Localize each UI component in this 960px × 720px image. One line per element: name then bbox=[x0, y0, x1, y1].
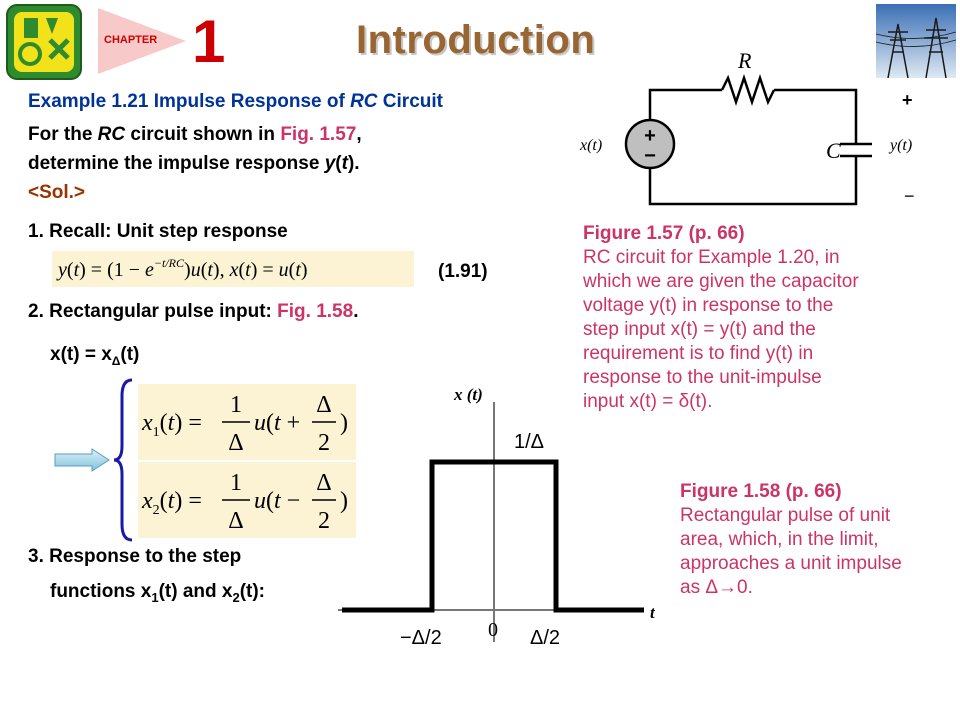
x1-equation bbox=[138, 384, 356, 460]
rc-circuit-svg bbox=[570, 44, 944, 220]
origin-label: 0 bbox=[488, 619, 498, 641]
right-edge-label: Δ/2 bbox=[530, 627, 561, 649]
problem-line-1: For the RC circuit shown in Fig. 1.57, bbox=[28, 124, 362, 145]
source-minus: − bbox=[644, 145, 656, 167]
svg-text:y(t) = (1 − e−t/RC)u(t), x(t: $y(t) = (1 - e^{-t/RC})u(t)$, x(t) = u(t) bbox=[58, 256, 308, 281]
svg-text:2: 2 bbox=[318, 508, 330, 534]
figure-1-57-line: input x(t) = δ(t). bbox=[583, 391, 713, 412]
pulse-plot-svg bbox=[338, 380, 668, 660]
x1-equation-graphic bbox=[138, 384, 356, 460]
x-axis-label: t bbox=[650, 603, 655, 622]
figure-1-58-caption bbox=[680, 480, 956, 600]
chapter-label: CHAPTER bbox=[104, 34, 158, 46]
svg-text:Δ: Δ bbox=[316, 392, 332, 418]
svg-text:2: 2 bbox=[318, 430, 330, 456]
svg-text:1: 1 bbox=[230, 392, 242, 418]
rc-circuit-diagram bbox=[570, 44, 944, 220]
step-response-equation-graphic bbox=[52, 251, 414, 287]
figure-1-58-line: Rectangular pulse of unit bbox=[680, 505, 891, 526]
problem-line-2: determine the impulse response y(t). bbox=[28, 153, 360, 174]
fig-1-57-link[interactable]: Fig. 1.57 bbox=[280, 124, 357, 145]
svg-text:Δ: Δ bbox=[316, 470, 332, 496]
step-3-line-1: 3. Response to the step bbox=[28, 546, 242, 567]
figure-1-57-line: voltage y(t) in response to the bbox=[583, 295, 834, 316]
svg-text:x2(t) =: $x_2(t)$ = bbox=[142, 488, 202, 518]
svg-text:Δ: Δ bbox=[228, 508, 244, 534]
y-axis-label: x (t) bbox=[454, 385, 483, 404]
curly-brace-icon bbox=[110, 378, 136, 542]
source-label: x(t) bbox=[580, 137, 603, 154]
figure-1-58-line: area, which, in the limit, bbox=[680, 529, 879, 550]
resistor-zigzag bbox=[722, 78, 774, 102]
figure-1-58-line: as Δ→0. bbox=[680, 577, 753, 598]
svg-text:1: 1 bbox=[230, 470, 242, 496]
source-plus: + bbox=[644, 125, 656, 147]
fig-1-58-link[interactable]: Fig. 1.58 bbox=[277, 301, 354, 322]
page-title: Introduction bbox=[356, 18, 596, 62]
capacitor-label: C bbox=[826, 138, 841, 163]
solution-label: <Sol.> bbox=[28, 182, 86, 203]
x2-equation bbox=[138, 462, 356, 538]
pulse-definition: $x(t) = x_\Delta(t)$ bbox=[50, 344, 140, 368]
step-3-line-2: functions $x_1(t)$ and $x_2(t)$: bbox=[50, 581, 266, 605]
figure-1-57-line: requirement is to find y(t) in bbox=[583, 343, 814, 364]
svg-text:): ) bbox=[340, 410, 348, 436]
resistor-label: R bbox=[738, 48, 752, 73]
wire-top-left bbox=[650, 90, 722, 120]
chapter-badge bbox=[96, 6, 188, 76]
university-logo bbox=[6, 4, 82, 80]
pointing-arrow bbox=[54, 448, 110, 472]
figure-1-57-line: which we are given the capacitor bbox=[583, 271, 859, 292]
svg-text:): ) bbox=[340, 488, 348, 514]
right-arrow-icon bbox=[54, 448, 110, 472]
step-response-equation bbox=[52, 251, 414, 287]
pulse-height-label: 1/Δ bbox=[514, 431, 545, 453]
svg-text:u(t −: u(t − bbox=[254, 488, 301, 514]
figure-1-58-title: Figure 1.58 (p. 66) bbox=[680, 481, 842, 502]
step-2: 2. Rectangular pulse input: Fig. 1.58. bbox=[28, 301, 359, 322]
wire-bottom bbox=[650, 156, 856, 204]
rectangular-pulse-plot bbox=[338, 380, 668, 660]
figure-1-57-line: step input x(t) = y(t) and the bbox=[583, 319, 816, 340]
svg-text:u(t +: u(t + bbox=[254, 410, 301, 436]
figure-1-57-line: RC circuit for Example 1.20, in bbox=[583, 247, 840, 268]
equation-brace bbox=[110, 378, 136, 542]
step-1: 1. Recall: Unit step response bbox=[28, 221, 288, 242]
output-plus: + bbox=[902, 90, 913, 110]
left-edge-label: −Δ/2 bbox=[400, 627, 442, 649]
x2-equation-graphic bbox=[138, 462, 356, 538]
svg-text:x1(t) =: $x_1(t)$ = bbox=[142, 410, 202, 440]
chapter-number: 1 bbox=[192, 8, 226, 75]
svg-text:Δ: Δ bbox=[228, 430, 244, 456]
logo-icon bbox=[6, 4, 82, 80]
figure-1-57-caption bbox=[583, 222, 955, 414]
example-title: Example 1.21 Impulse Response of RC Circuit bbox=[28, 91, 443, 112]
figure-1-57-title: Figure 1.57 (p. 66) bbox=[583, 223, 745, 244]
figure-1-58-line: approaches a unit impulse bbox=[680, 553, 902, 574]
output-label: y(t) bbox=[890, 137, 913, 154]
equation-number: (1.91) bbox=[438, 261, 488, 282]
wire-top-right bbox=[774, 90, 856, 144]
output-minus: − bbox=[904, 186, 915, 206]
figure-1-57-line: response to the unit-impulse bbox=[583, 367, 822, 388]
